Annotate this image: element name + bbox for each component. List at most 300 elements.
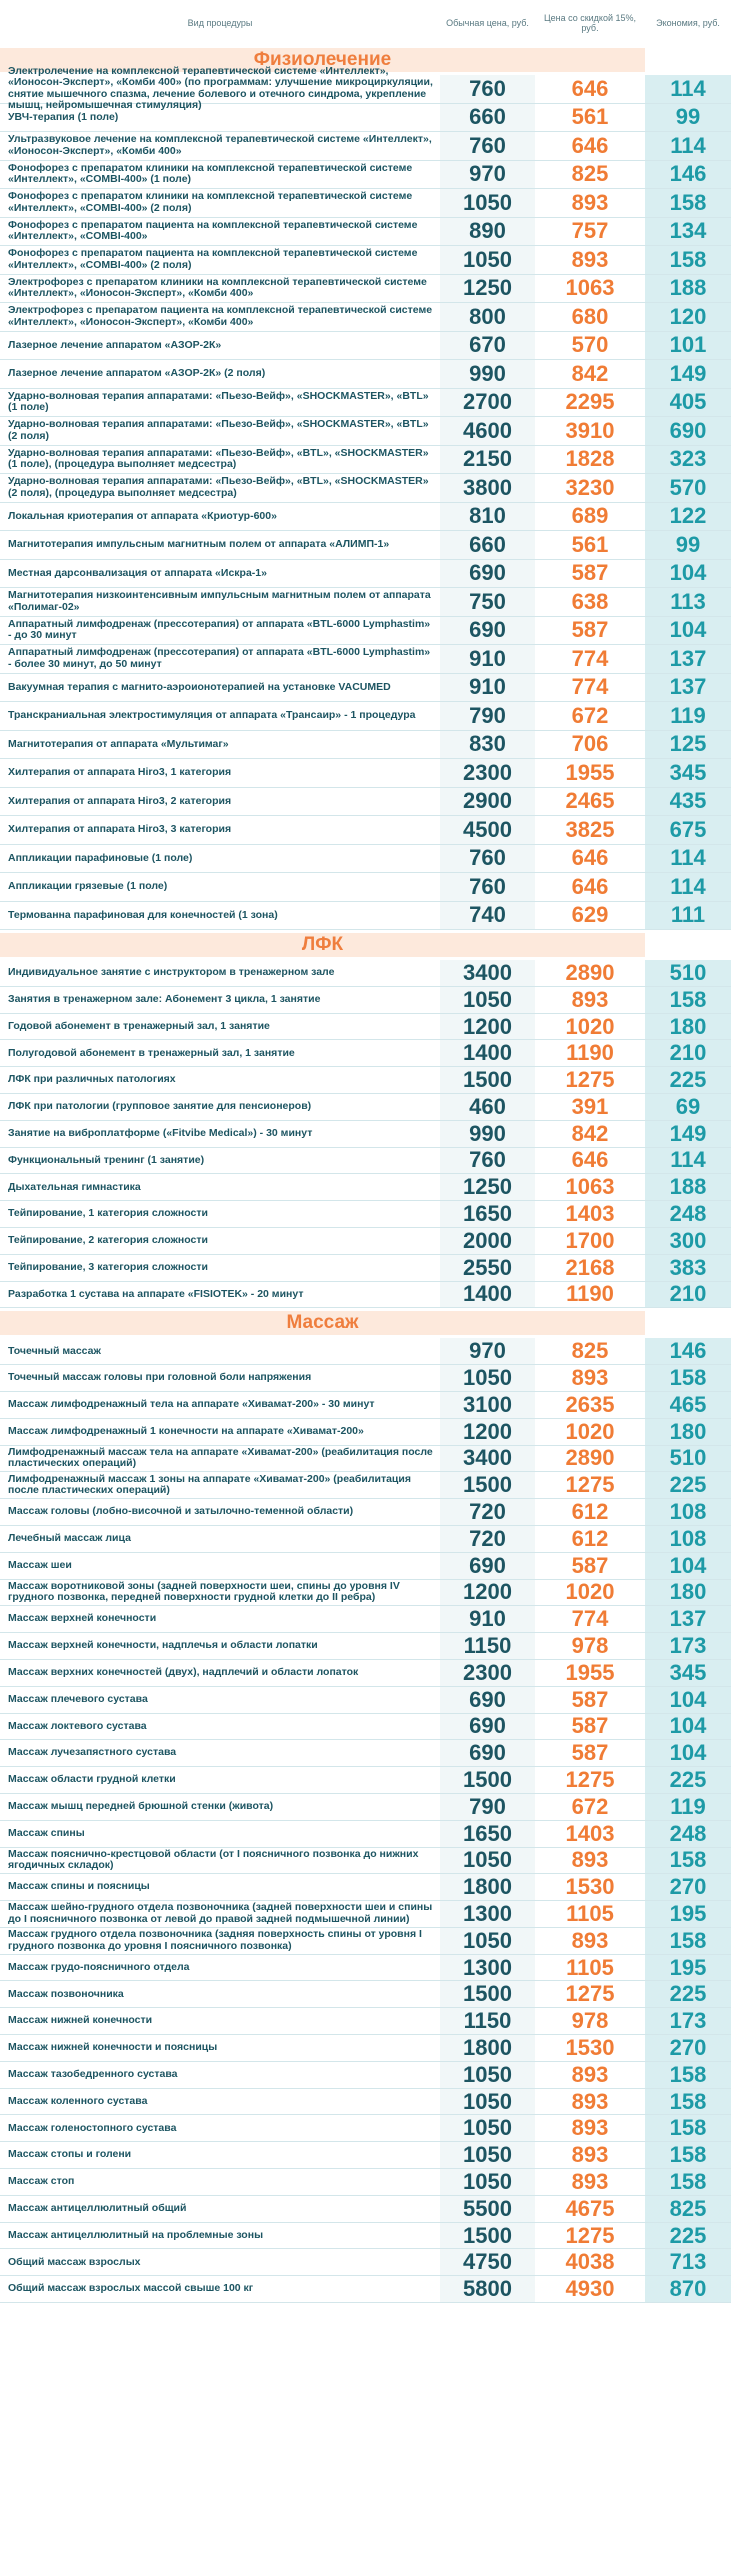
price-rows	[0, 1338, 731, 2303]
procedure-name: Дыхательная гимнастика	[8, 1180, 141, 1193]
savings-amount: 825	[645, 2196, 731, 2222]
discount-price: 612	[571, 1525, 609, 1551]
procedure-name: Транскраниальная электростимуляция от аппарата «Трансаир» - 1 процедура	[8, 709, 416, 721]
procedure-name: Локальная криотерапия от аппарата «Криотур-600»	[8, 509, 277, 522]
table-row	[0, 446, 731, 475]
savings-amount: 195	[645, 1901, 731, 1927]
savings-amount: 114	[645, 75, 731, 103]
procedure-name: Точечный массаж головы при головной боли напряжения	[8, 1371, 312, 1384]
table-row	[0, 218, 731, 247]
regular-price: 1650	[440, 1821, 535, 1847]
table-row	[0, 560, 731, 589]
regular-price: 1050	[440, 2115, 535, 2141]
table-row	[0, 189, 731, 218]
regular-price: 910	[440, 645, 535, 673]
regular-price: 1050	[440, 2169, 535, 2195]
regular-price: 3800	[440, 474, 535, 502]
discount-price: 774	[571, 1606, 609, 1632]
procedure-name: Массаж спины и поясницы	[8, 1880, 150, 1893]
table-row	[0, 1174, 731, 1201]
procedure-name: Лазерное лечение аппаратом «АЗОР-2К» (2 поля)	[8, 367, 266, 379]
regular-price: 1050	[440, 2089, 535, 2115]
table-row	[0, 873, 731, 902]
procedure-name: Годовой абонемент в тренажерный зал, 1 занятие	[8, 1019, 270, 1032]
discount-price: 1275	[565, 2222, 615, 2248]
table-row	[0, 303, 731, 332]
table-row	[0, 1874, 731, 1901]
procedure-name: Массаж стоп	[8, 2175, 75, 2188]
regular-price: 3100	[440, 1392, 535, 1418]
header-savings: Экономия, руб.	[656, 17, 720, 28]
regular-price: 800	[440, 303, 535, 331]
discount-price: 1403	[565, 1201, 615, 1227]
savings-amount: 146	[645, 161, 731, 189]
procedure-name: Массаж лимфодренажный тела на аппарате «Хивамат-200» - 30 минут	[8, 1398, 375, 1411]
regular-price: 1300	[440, 1901, 535, 1927]
regular-price: 4600	[440, 417, 535, 445]
savings-amount: 158	[645, 189, 731, 217]
header-procedure: Вид процедуры	[187, 17, 253, 28]
table-row	[0, 161, 731, 190]
section-title: ЛФК	[0, 933, 645, 957]
discount-price: 1955	[565, 1659, 615, 1685]
regular-price: 1050	[440, 1365, 535, 1391]
savings-amount: 158	[645, 1848, 731, 1874]
discount-price: 646	[571, 1147, 609, 1173]
discount-price: 706	[571, 731, 609, 757]
savings-amount: 173	[645, 1633, 731, 1659]
savings-amount: 570	[645, 474, 731, 502]
regular-price: 670	[440, 332, 535, 360]
discount-price: 774	[571, 674, 609, 700]
procedure-name: Лимфодренажный массаж тела на аппарате «Хивамат-200» (реабилитация после пластических операций)	[8, 1445, 433, 1470]
table-row	[0, 1767, 731, 1794]
regular-price: 760	[440, 132, 535, 160]
discount-price: 2465	[565, 788, 615, 814]
procedure-name: Вакуумная терапия с магнито-аэроионотерапией на установке VACUMED	[8, 680, 391, 693]
discount-price: 680	[571, 303, 609, 329]
procedure-name: Магнитотерапия импульсным магнитным полем от аппарата «АЛИМП-1»	[8, 538, 390, 550]
regular-price: 760	[440, 845, 535, 873]
savings-amount: 104	[645, 1687, 731, 1713]
savings-amount: 104	[645, 1740, 731, 1766]
discount-price: 1020	[565, 1013, 615, 1039]
sections-container	[0, 45, 731, 2303]
regular-price: 1400	[440, 1040, 535, 1066]
table-row	[0, 788, 731, 817]
procedure-name: Массаж лучезапястного сустава	[8, 1746, 177, 1759]
procedure-name: ЛФК при патологии (групповое занятие для пенсионеров)	[8, 1100, 312, 1113]
savings-amount: 149	[645, 1121, 731, 1147]
table-row	[0, 1606, 731, 1633]
discount-price: 978	[571, 2008, 609, 2034]
table-row	[0, 2115, 731, 2142]
table-row	[0, 816, 731, 845]
section-lfk	[0, 933, 731, 1308]
regular-price: 990	[440, 1121, 535, 1147]
regular-price: 1050	[440, 1928, 535, 1954]
discount-price: 672	[571, 702, 609, 728]
discount-price: 570	[571, 332, 609, 358]
savings-amount: 180	[645, 1580, 731, 1606]
savings-amount: 137	[645, 674, 731, 702]
savings-amount: 210	[645, 1040, 731, 1066]
procedure-name: Массаж головы (лобно-височной и затылочно-теменной области)	[8, 1505, 354, 1518]
procedure-name: Массаж грудо-поясничного отдела	[8, 1960, 190, 1973]
table-row	[0, 1740, 731, 1767]
procedure-name: Массаж верхних конечностей (двух), надплечий и области лопаток	[8, 1666, 359, 1679]
savings-amount: 465	[645, 1392, 731, 1418]
savings-amount: 104	[645, 1553, 731, 1579]
regular-price: 740	[440, 902, 535, 930]
discount-price: 825	[571, 1338, 609, 1364]
savings-amount: 210	[645, 1282, 731, 1308]
savings-amount: 108	[645, 1499, 731, 1525]
procedure-name: Аппаратный лимфодренаж (прессотерапия) от аппарата «BTL-6000 Lymphastim» - более 30 минут, до 50 минут	[8, 646, 431, 670]
procedure-name: Массаж лимфодренажный 1 конечности на аппарате «Хивамат-200»	[8, 1424, 364, 1437]
savings-amount: 510	[645, 1446, 731, 1472]
regular-price: 1650	[440, 1201, 535, 1227]
procedure-name: Аппликации парафиновые (1 поле)	[8, 851, 193, 864]
savings-amount: 323	[645, 446, 731, 474]
discount-price: 1530	[565, 1874, 615, 1900]
table-row	[0, 417, 731, 446]
savings-amount: 108	[645, 1526, 731, 1552]
savings-amount: 188	[645, 1174, 731, 1200]
discount-price: 587	[571, 560, 609, 586]
table-row	[0, 960, 731, 987]
savings-amount: 114	[645, 845, 731, 873]
table-row	[0, 1255, 731, 1282]
procedure-name: Массаж стопы и голени	[8, 2148, 132, 2161]
regular-price: 3400	[440, 960, 535, 986]
regular-price: 2300	[440, 1660, 535, 1686]
savings-amount: 122	[645, 503, 731, 531]
table-row	[0, 389, 731, 418]
procedure-name: УВЧ-терапия (1 поле)	[8, 110, 119, 123]
regular-price: 1250	[440, 1174, 535, 1200]
table-row	[0, 1526, 731, 1553]
procedure-name: Аппликации грязевые (1 поле)	[8, 880, 168, 892]
regular-price: 790	[440, 1794, 535, 1820]
savings-amount: 300	[645, 1228, 731, 1254]
price-rows	[0, 64, 731, 930]
procedure-name: Массаж коленного сустава	[8, 2094, 148, 2107]
savings-amount: 104	[645, 1714, 731, 1740]
table-row	[0, 1446, 731, 1473]
regular-price: 760	[440, 1148, 535, 1174]
savings-amount: 225	[645, 1767, 731, 1793]
procedure-name: Полугодовой абонемент в тренажерный зал, 1 занятие	[8, 1046, 295, 1059]
table-row	[0, 2169, 731, 2196]
table-row	[0, 2249, 731, 2276]
regular-price: 1050	[440, 2142, 535, 2168]
regular-price: 1200	[440, 1419, 535, 1445]
table-row	[0, 332, 731, 361]
discount-price: 587	[571, 1713, 609, 1739]
discount-price: 646	[571, 845, 609, 871]
table-row	[0, 1848, 731, 1875]
table-row	[0, 645, 731, 674]
procedure-name: Фонофорез с препаратом пациента на комплексной терапевтической системе «Интеллект», «COMBI-400» (2 поля)	[8, 247, 418, 271]
table-row	[0, 2142, 731, 2169]
table-row	[0, 731, 731, 760]
discount-price: 3230	[565, 474, 615, 500]
savings-amount: 149	[645, 360, 731, 388]
regular-price: 1050	[440, 987, 535, 1013]
discount-price: 2890	[565, 1445, 615, 1471]
discount-price: 2168	[565, 1254, 615, 1280]
procedure-name: Массаж области грудной клетки	[8, 1773, 176, 1786]
table-row	[0, 617, 731, 646]
savings-amount: 248	[645, 1201, 731, 1227]
table-row	[0, 2089, 731, 2116]
discount-price: 2890	[565, 959, 615, 985]
table-row	[0, 1040, 731, 1067]
savings-amount: 870	[645, 2276, 731, 2302]
procedure-name: Функциональный тренинг (1 занятие)	[8, 1153, 205, 1166]
savings-amount: 510	[645, 960, 731, 986]
regular-price: 1200	[440, 1580, 535, 1606]
discount-price: 1020	[565, 1418, 615, 1444]
table-row	[0, 1392, 731, 1419]
table-row	[0, 2276, 731, 2303]
discount-price: 1275	[565, 1472, 615, 1498]
procedure-name: Разработка 1 сустава на аппарате «FISIOTEK» - 20 минут	[8, 1287, 304, 1300]
table-row	[0, 1365, 731, 1392]
procedure-name: Занятие на виброплатформе («Fitvibe Medical») - 30 минут	[8, 1126, 313, 1139]
discount-price: 825	[571, 161, 609, 187]
savings-amount: 158	[645, 246, 731, 274]
discount-price: 689	[571, 503, 609, 529]
regular-price: 720	[440, 1526, 535, 1552]
procedure-name: Массаж антицеллюлитный на проблемные зоны	[8, 2228, 264, 2241]
table-row	[0, 1687, 731, 1714]
procedure-name: Занятия в тренажерном зале: Абонемент 3 цикла, 1 занятие	[8, 992, 321, 1005]
discount-price: 1275	[565, 1981, 615, 2007]
header-discount-price: Цена со скидкой 15%, руб.	[543, 12, 637, 33]
procedure-name: Массаж плечевого сустава	[8, 1692, 148, 1705]
procedure-name: Массаж спины	[8, 1826, 85, 1839]
table-row	[0, 702, 731, 731]
discount-price: 646	[571, 132, 609, 158]
regular-price: 1050	[440, 189, 535, 217]
savings-amount: 120	[645, 303, 731, 331]
procedure-name: Аппаратный лимфодренаж (прессотерапия) от аппарата «BTL-6000 Lymphastim» - до 30 минут	[8, 617, 431, 642]
regular-price: 1050	[440, 2062, 535, 2088]
table-row	[0, 1981, 731, 2008]
discount-price: 893	[571, 1365, 609, 1391]
savings-amount: 114	[645, 132, 731, 160]
procedure-name: Электрофорез с препаратом пациента на комплексной терапевтической системе «Интеллект», «Ионосон-Эксперт», «Комби 400»	[8, 304, 433, 328]
regular-price: 910	[440, 1606, 535, 1632]
discount-price: 4038	[565, 2249, 615, 2275]
discount-price: 1063	[565, 1174, 615, 1200]
savings-amount: 119	[645, 1794, 731, 1820]
savings-amount: 104	[645, 617, 731, 645]
procedure-name: Ударно-волновая терапия аппаратами: «Пьезо-Вейф», «BTL», «SHOCKMASTER» (1 поле), (процедура выполняет медсестра)	[8, 446, 429, 471]
procedure-name: Индивидуальное занятие с инструктором в тренажерном зале	[8, 966, 335, 979]
discount-price: 1700	[565, 1227, 615, 1253]
discount-price: 893	[571, 2088, 609, 2114]
procedure-name: Фонофорез с препаратом клиники на комплексной терапевтической системе «Интеллект», «COMBI-400» (1 поле)	[8, 161, 413, 186]
table-row	[0, 845, 731, 874]
savings-amount: 158	[645, 2169, 731, 2195]
savings-amount: 158	[645, 2062, 731, 2088]
procedure-name: Термованна парафиновая для конечностей (1 зона)	[8, 908, 278, 921]
discount-price: 587	[571, 1740, 609, 1766]
procedure-name: Лазерное лечение аппаратом «АЗОР-2К»	[8, 338, 222, 351]
regular-price: 1500	[440, 1767, 535, 1793]
discount-price: 561	[571, 104, 609, 130]
discount-price: 842	[571, 1120, 609, 1146]
discount-price: 638	[571, 588, 609, 614]
table-header	[0, 0, 731, 45]
savings-amount: 134	[645, 218, 731, 246]
regular-price: 1050	[440, 246, 535, 274]
procedure-name: Массаж позвоночника	[8, 1987, 124, 2000]
table-row	[0, 1282, 731, 1309]
discount-price: 893	[571, 2168, 609, 2194]
savings-amount: 225	[645, 1067, 731, 1093]
procedure-name: Массаж шеи	[8, 1558, 72, 1571]
savings-amount: 137	[645, 1606, 731, 1632]
table-row	[0, 2223, 731, 2250]
discount-price: 587	[571, 1552, 609, 1578]
savings-amount: 158	[645, 1365, 731, 1391]
discount-price: 1190	[566, 1040, 614, 1066]
discount-price: 893	[571, 189, 609, 215]
regular-price: 2900	[440, 788, 535, 816]
discount-price: 1530	[565, 2034, 615, 2060]
regular-price: 1200	[440, 1014, 535, 1040]
regular-price: 5800	[440, 2276, 535, 2302]
procedure-name: Лимфодренажный массаж 1 зоны на аппарате «Хивамат-200» (реабилитация после пластических операций)	[8, 1472, 411, 1497]
regular-price: 760	[440, 75, 535, 103]
discount-price: 646	[571, 873, 609, 899]
discount-price: 774	[571, 645, 609, 671]
table-row	[0, 132, 731, 161]
table-row	[0, 1014, 731, 1041]
table-row	[0, 1499, 731, 1526]
discount-price: 893	[571, 2061, 609, 2087]
procedure-name: Ударно-волновая терапия аппаратами: «Пьезо-Вейф», «BTL», «SHOCKMASTER» (2 поля), (процедура выполняет медсестра)	[8, 475, 429, 499]
regular-price: 1800	[440, 2035, 535, 2061]
discount-price: 893	[571, 1927, 609, 1953]
savings-amount: 270	[645, 2035, 731, 2061]
table-row	[0, 674, 731, 703]
regular-price: 660	[440, 104, 535, 132]
table-row	[0, 64, 731, 112]
savings-amount: 383	[645, 1255, 731, 1281]
procedure-name: Массаж тазобедренного сустава	[8, 2068, 178, 2081]
discount-price: 2295	[565, 389, 615, 415]
regular-price: 890	[440, 218, 535, 246]
discount-price: 893	[571, 2142, 609, 2168]
table-row	[0, 1660, 731, 1687]
procedure-name: Тейпирование, 3 категория сложности	[8, 1260, 208, 1273]
procedure-name: Массаж воротниковой зоны (задней поверхности шеи, спины до уровня IV грудного позвонка, передней поверхности грудной клетки до II ребра)	[8, 1579, 400, 1604]
procedure-name: Массаж верхней конечности, надплечья и области лопатки	[8, 1639, 318, 1652]
savings-amount: 435	[645, 788, 731, 816]
savings-amount: 99	[645, 531, 731, 559]
regular-price: 660	[440, 531, 535, 559]
procedure-name: Фонофорез с препаратом пациента на комплексной терапевтической системе «Интеллект», «COMBI-400»	[8, 218, 418, 243]
discount-price: 1105	[566, 1901, 614, 1926]
regular-price: 970	[440, 161, 535, 189]
table-row	[0, 2062, 731, 2089]
procedure-name: Массаж шейно-грудного отдела позвоночника (задней поверхности шеи и спины до I поясничного позвонка от левой до правой задней подмышечной линии)	[8, 1901, 433, 1925]
discount-price: 561	[571, 531, 609, 557]
discount-price: 3910	[565, 417, 615, 443]
regular-price: 790	[440, 702, 535, 730]
procedure-name: Общий массаж взрослых	[8, 2255, 141, 2268]
discount-price: 1403	[565, 1820, 615, 1846]
savings-amount: 158	[645, 2142, 731, 2168]
table-row	[0, 1338, 731, 1365]
table-row	[0, 1901, 731, 1928]
regular-price: 4750	[440, 2249, 535, 2275]
regular-price: 3400	[440, 1446, 535, 1472]
savings-amount: 225	[645, 1472, 731, 1498]
regular-price: 1250	[440, 275, 535, 303]
table-row	[0, 531, 731, 560]
regular-price: 720	[440, 1499, 535, 1525]
discount-price: 893	[571, 246, 609, 272]
discount-price: 587	[571, 1686, 609, 1712]
discount-price: 3825	[565, 816, 615, 842]
table-row	[0, 503, 731, 532]
procedure-name: Электролечение на комплексной терапевтической системе «Интеллект», «Ионосон-Эксперт», «Комби 400» (по программам: улучшение микроциркуляции, снятие мышечного спазма, лечение болевого и отечного синдрома, укрепление мышц, нейромышечная стимуляция)	[8, 64, 433, 112]
regular-price: 2700	[440, 389, 535, 417]
procedure-name: Лечебный массаж лица	[8, 1532, 131, 1545]
table-row	[0, 1094, 731, 1121]
regular-price: 690	[440, 560, 535, 588]
savings-amount: 345	[645, 1660, 731, 1686]
procedure-name: Ударно-волновая терапия аппаратами: «Пьезо-Вейф», «SHOCKMASTER», «BTL» (1 поле)	[8, 389, 429, 414]
discount-price: 893	[571, 1847, 609, 1873]
regular-price: 970	[440, 1338, 535, 1364]
table-row	[0, 1633, 731, 1660]
procedure-name: Массаж верхней конечности	[8, 1612, 157, 1625]
savings-amount: 158	[645, 2089, 731, 2115]
regular-price: 460	[440, 1094, 535, 1120]
savings-amount: 113	[645, 588, 731, 616]
regular-price: 1500	[440, 1472, 535, 1498]
regular-price: 1500	[440, 1067, 535, 1093]
savings-amount: 111	[645, 902, 731, 930]
regular-price: 830	[440, 731, 535, 759]
regular-price: 760	[440, 873, 535, 901]
table-row	[0, 1714, 731, 1741]
table-row	[0, 759, 731, 788]
regular-price: 2300	[440, 759, 535, 787]
table-row	[0, 2035, 731, 2062]
savings-amount: 270	[645, 1874, 731, 1900]
discount-price: 1275	[565, 1067, 615, 1093]
regular-price: 1800	[440, 1874, 535, 1900]
savings-amount: 248	[645, 1821, 731, 1847]
savings-amount: 99	[645, 104, 731, 132]
savings-amount: 675	[645, 816, 731, 844]
procedure-name: Хилтерапия от аппарата Hiro3, 2 категория	[8, 794, 232, 807]
regular-price: 690	[440, 617, 535, 645]
regular-price: 690	[440, 1553, 535, 1579]
discount-price: 2635	[565, 1391, 615, 1417]
regular-price: 810	[440, 503, 535, 531]
regular-price: 1500	[440, 1981, 535, 2007]
regular-price: 4500	[440, 816, 535, 844]
